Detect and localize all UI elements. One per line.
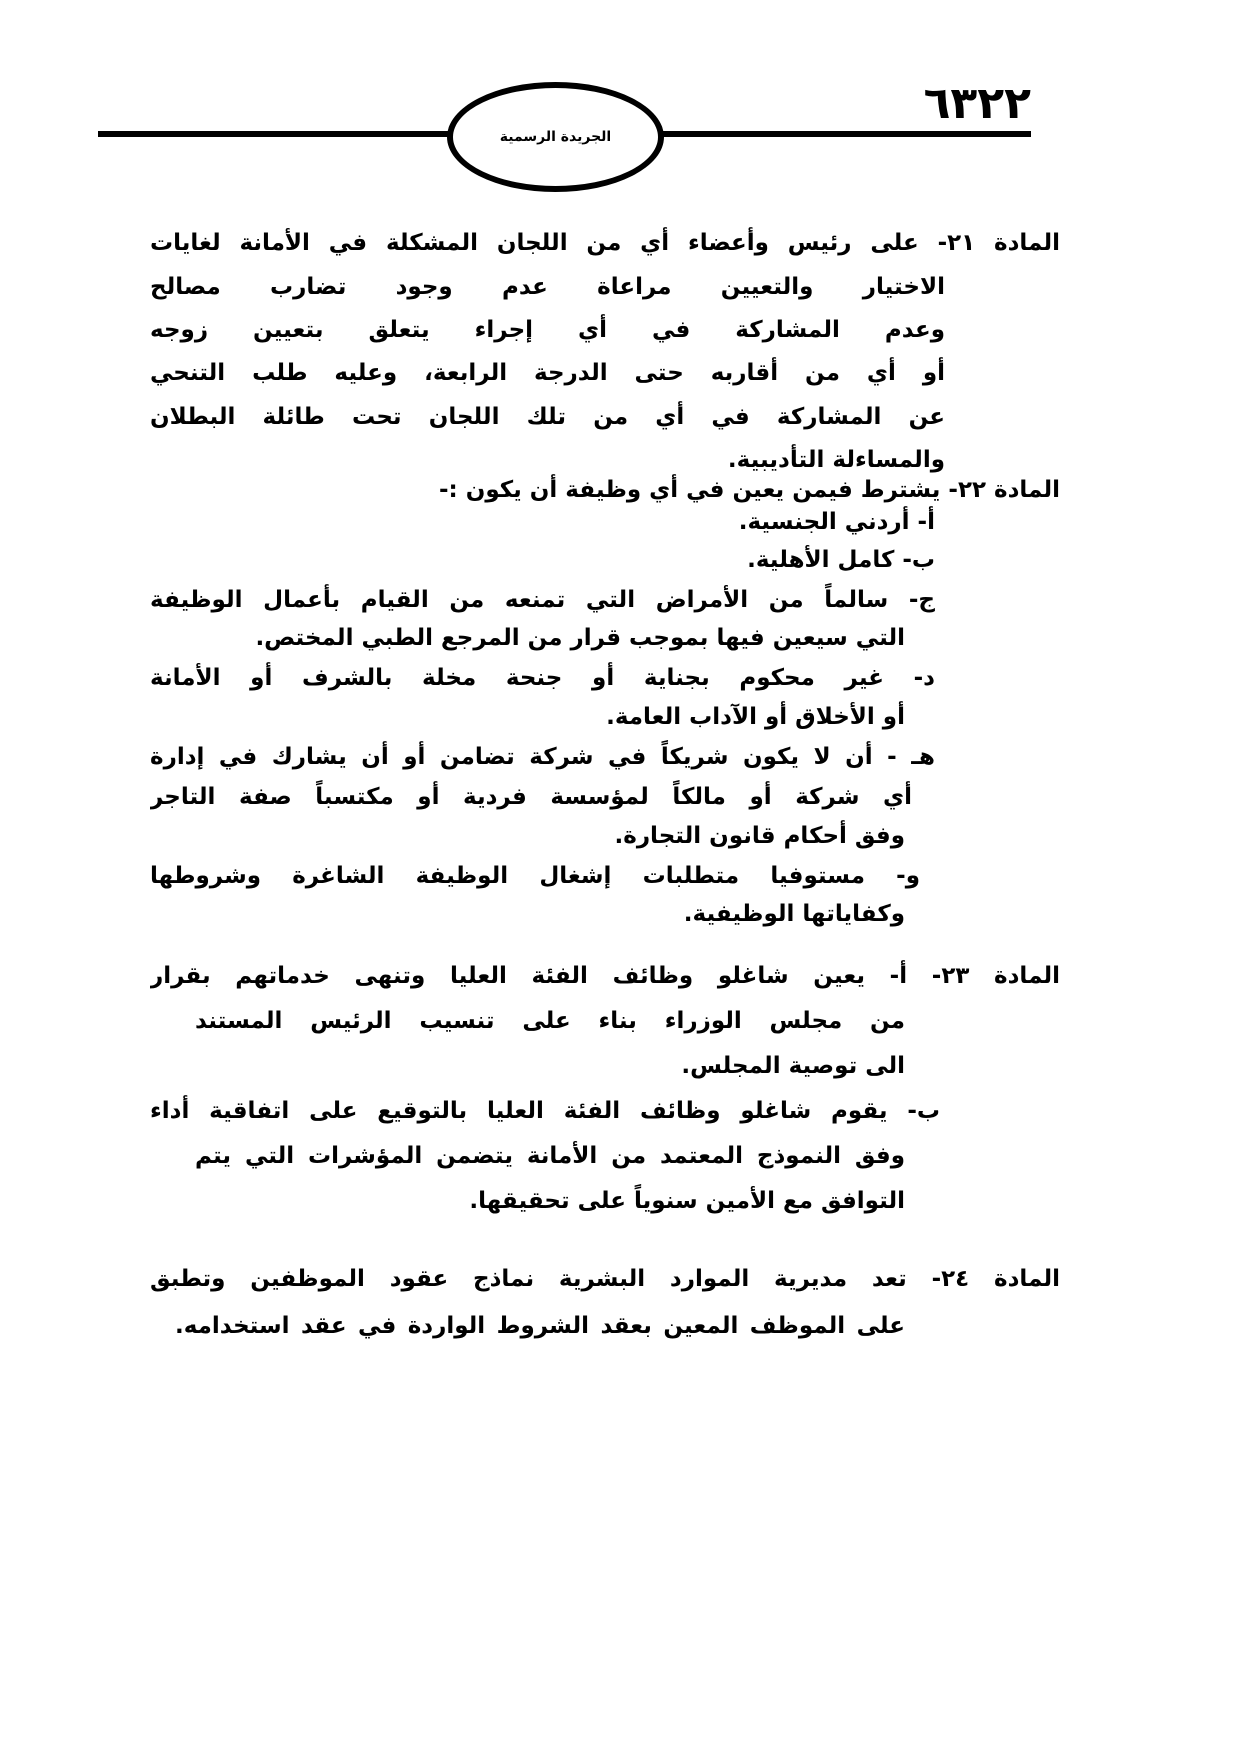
article-text-line: أو أي من أقاربه حتى الدرجة الرابعة، وعليه طلب التنحي (150, 360, 945, 386)
article-text-line: وفق النموذج المعتمد من الأمانة يتضمن المؤشرات التي يتم (195, 1143, 905, 1169)
article-text-line: التوافق مع الأمين سنوياً على تحقيقها. (469, 1188, 905, 1214)
article-heading-line: المادة ٢٤- تعد مديرية الموارد البشرية نماذج عقود الموظفين وتطبق (150, 1266, 1060, 1292)
article-text-line: وكفاياتها الوظيفية. (683, 901, 905, 927)
article-text-line: الاختيار والتعيين مراعاة عدم وجود تضارب مصالح (150, 274, 945, 300)
article-text-line: من مجلس الوزراء بناء على تنسيب الرئيس المستند (195, 1008, 905, 1034)
article-text-line: د- غير محكوم بجناية أو جنحة مخلة بالشرف أو الأمانة (150, 665, 935, 691)
article-text-line: ب- كامل الأهلية. (747, 547, 935, 573)
article-text-line: وفق أحكام قانون التجارة. (614, 823, 905, 849)
article-text-line: والمساءلة التأديبية. (727, 447, 945, 473)
article-text-line: هـ - أن لا يكون شريكاً في شركة تضامن أو أن يشارك في إدارة (150, 744, 935, 770)
article-text-line: وعدم المشاركة في أي إجراء يتعلق بتعيين زوجه (150, 317, 945, 343)
article-text-line: على الموظف المعين بعقد الشروط الواردة في عقد استخدامه. (175, 1313, 905, 1339)
article-heading-line: المادة ٢١- على رئيس وأعضاء أي من اللجان المشكلة في الأمانة لغايات (150, 230, 1060, 256)
article-text-line: و- مستوفيا متطلبات إشغال الوظيفة الشاغرة وشروطها (150, 863, 920, 889)
article-text-line: ب- يقوم شاغلو وظائف الفئة العليا بالتوقيع على اتفاقية أداء (150, 1098, 940, 1124)
article-text-line: الى توصية المجلس. (681, 1053, 905, 1079)
article-text-line: أو الأخلاق أو الآداب العامة. (606, 704, 905, 730)
article-text-line: ج- سالماً من الأمراض التي تمنعه من القيام بأعمال الوظيفة (150, 587, 935, 613)
article-text-line: أ- أردني الجنسية. (738, 509, 935, 535)
publication-title: الجريدة الرسمية (499, 129, 612, 145)
article-text-line: التي سيعين فيها بموجب قرار من المرجع الطبي المختص. (255, 625, 905, 651)
article-heading-line: المادة ٢٣- أ- يعين شاغلو وظائف الفئة العليا وتنهى خدماتهم بقرار (150, 963, 1060, 989)
page-number: ٦٣٢٢ (923, 78, 1031, 129)
publication-title-oval (447, 82, 664, 192)
article-text-line: أي شركة أو مالكاً لمؤسسة فردية أو مكتسباً صفة التاجر (150, 784, 912, 810)
article-heading-line: المادة ٢٢- يشترط فيمن يعين في أي وظيفة أن يكون :- (438, 477, 1060, 503)
article-text-line: عن المشاركة في أي من تلك اللجان تحت طائلة البطلان (150, 404, 945, 430)
